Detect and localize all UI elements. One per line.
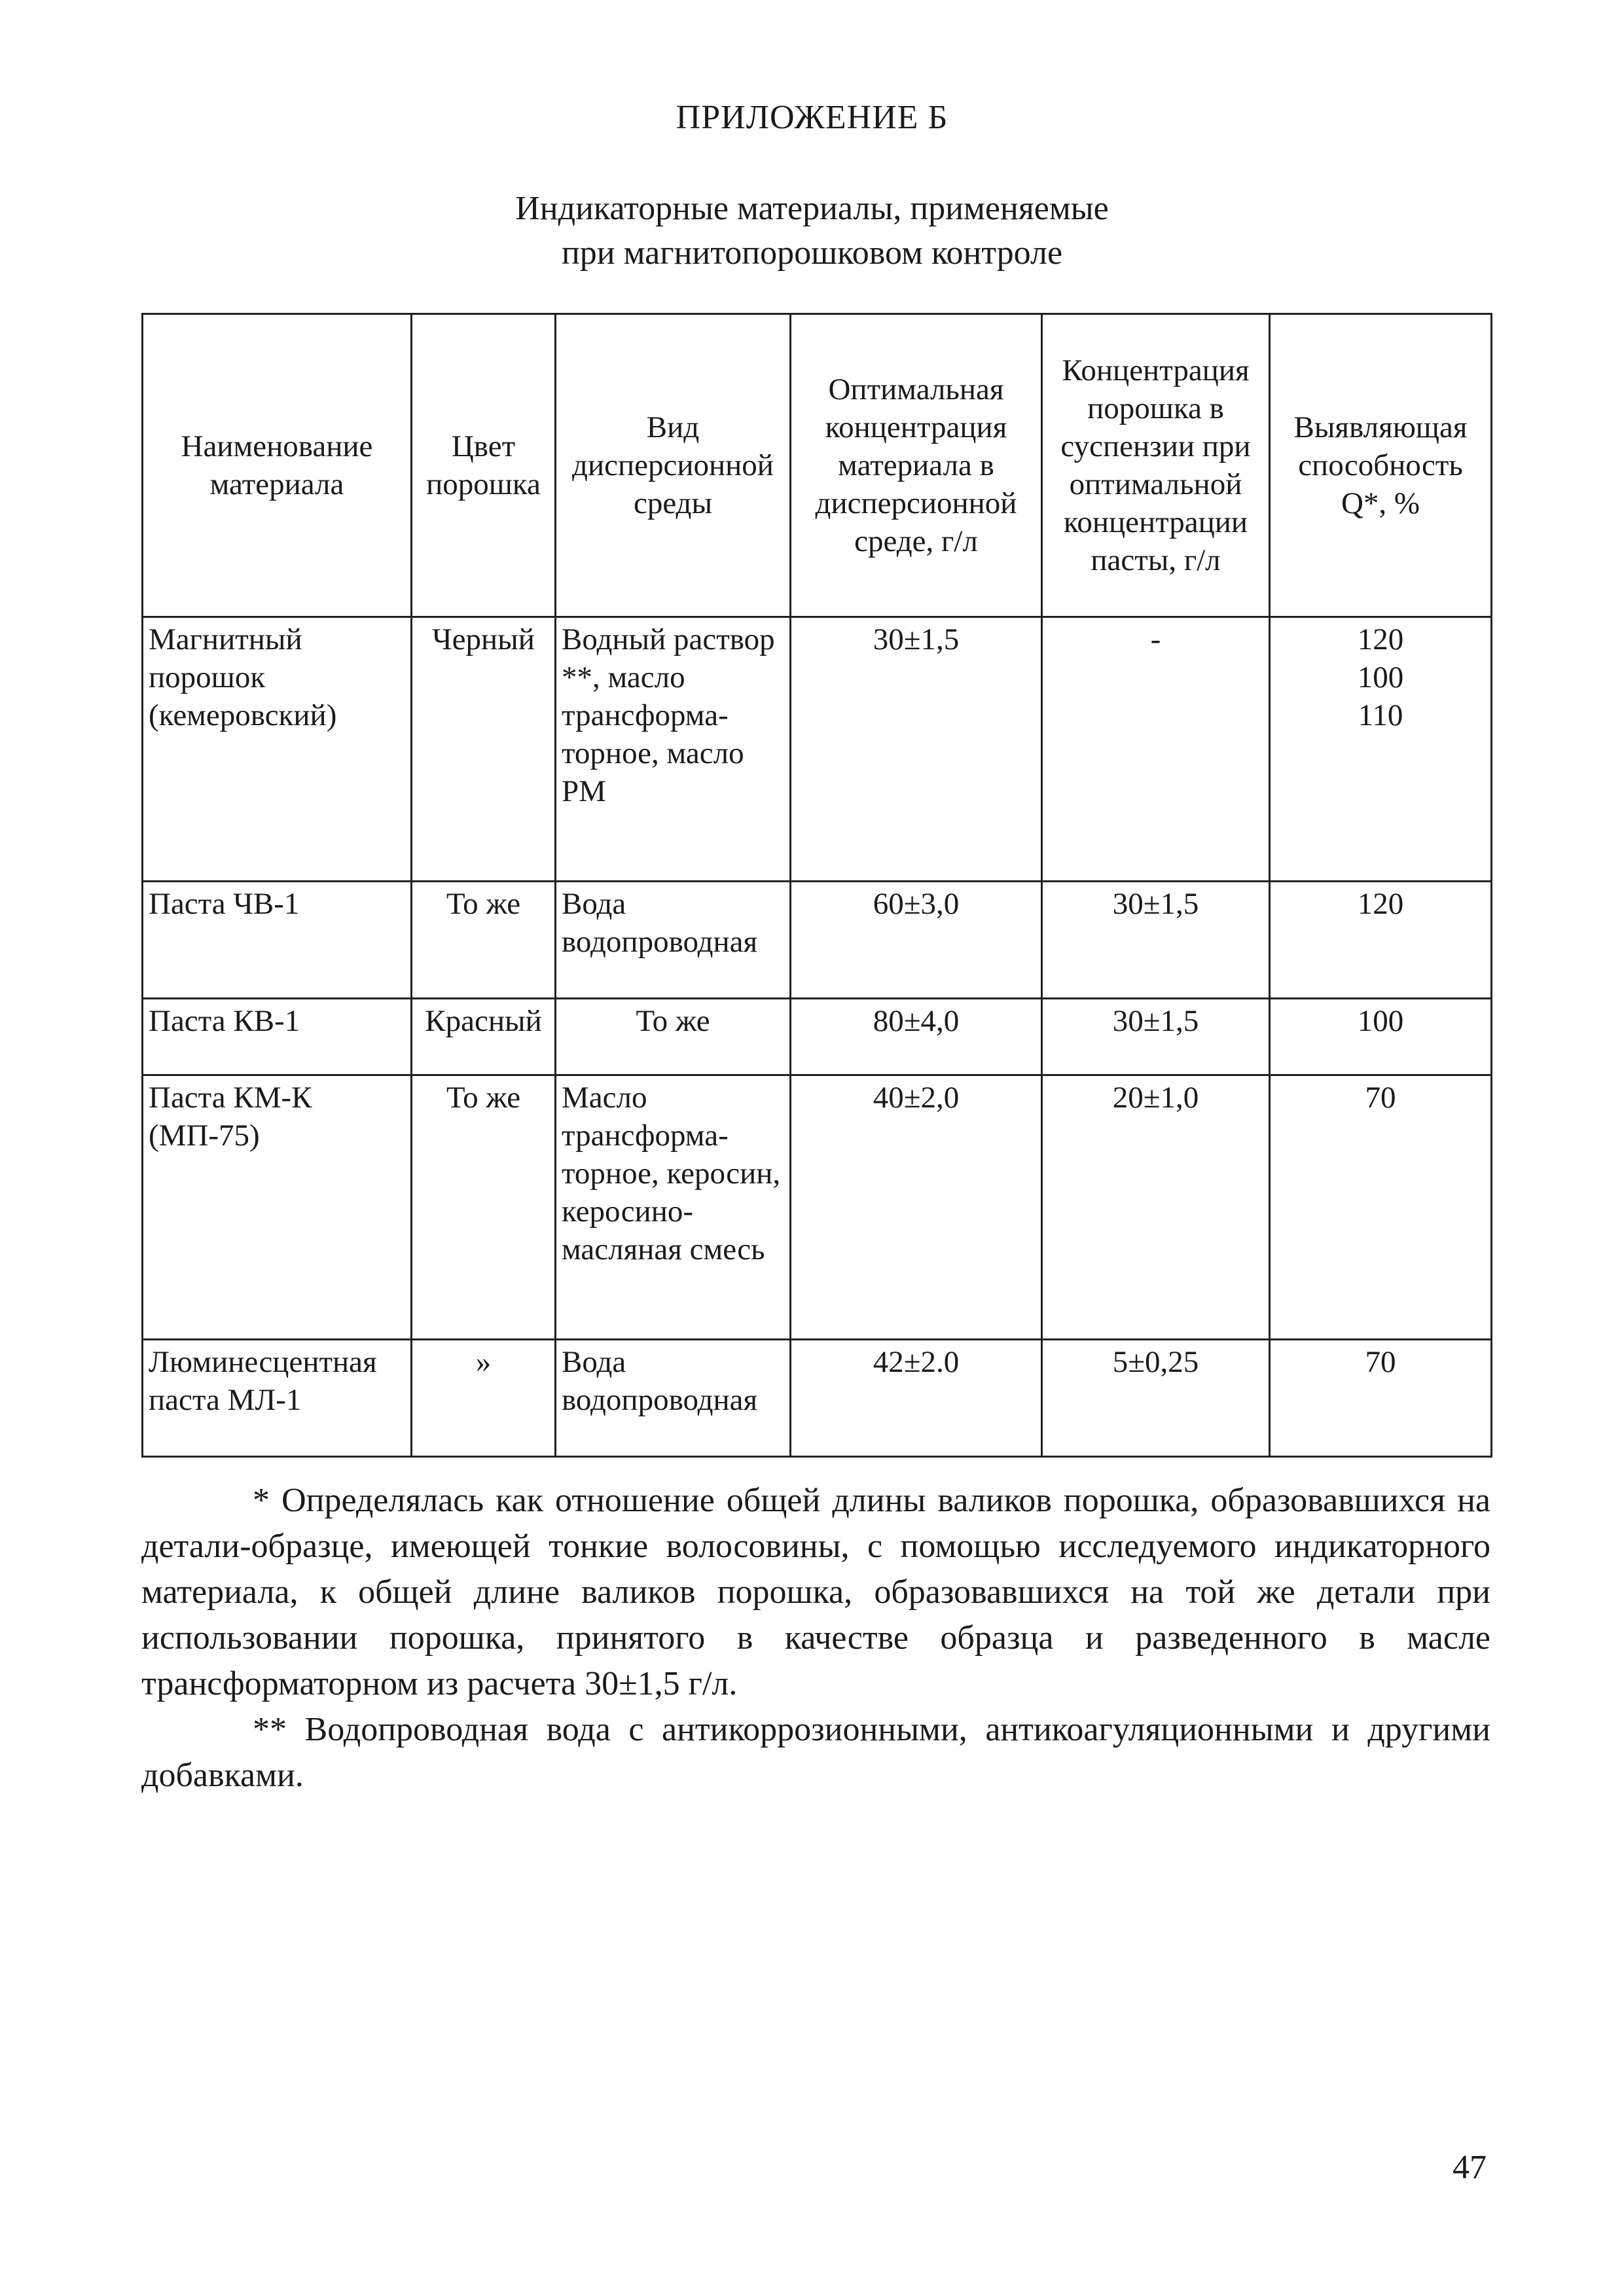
header-powder-color: Цвет порошка bbox=[412, 314, 556, 617]
table-row bbox=[143, 1075, 1492, 1340]
table-row bbox=[143, 617, 1492, 882]
cell-optimal: 42±2.0 bbox=[791, 1340, 1042, 1457]
cell-medium: Вода водопроводная bbox=[556, 882, 791, 999]
indicator-materials-table bbox=[141, 313, 1492, 1458]
caption-line-1: Индикаторные материалы, применяемые bbox=[515, 190, 1109, 227]
cell-color: » bbox=[412, 1340, 556, 1457]
header-optimal-concentration: Оптимальная концентрация материала в дисперсионной среде, г/л bbox=[791, 314, 1042, 617]
cell-name: Паста ЧВ-1 bbox=[143, 882, 412, 999]
cell-concentration: 20±1,0 bbox=[1042, 1075, 1270, 1340]
cell-optimal: 30±1,5 bbox=[791, 617, 1042, 882]
cell-name: Магнитный порошок (кемеровский) bbox=[143, 617, 412, 882]
cell-color: Черный bbox=[412, 617, 556, 882]
cell-color: То же bbox=[412, 882, 556, 999]
table-caption bbox=[0, 187, 1624, 276]
cell-detect: 120 100 110 bbox=[1270, 617, 1492, 882]
table-row bbox=[143, 1340, 1492, 1457]
cell-concentration: 5±0,25 bbox=[1042, 1340, 1270, 1457]
caption-line-2: при магнитопорошковом контроле bbox=[561, 234, 1063, 272]
page-number: 47 bbox=[1453, 2149, 1487, 2186]
cell-detect: 70 bbox=[1270, 1340, 1492, 1457]
cell-detect: 70 bbox=[1270, 1075, 1492, 1340]
cell-optimal: 40±2,0 bbox=[791, 1075, 1042, 1340]
header-material-name: Наименование материала bbox=[143, 314, 412, 617]
table-row bbox=[143, 882, 1492, 999]
cell-name: Паста КВ-1 bbox=[143, 999, 412, 1075]
header-detection-ability: Выявляющая способность Q*, % bbox=[1270, 314, 1492, 617]
cell-concentration: 30±1,5 bbox=[1042, 999, 1270, 1075]
cell-optimal: 60±3,0 bbox=[791, 882, 1042, 999]
header-dispersion-medium: Вид дисперсионной среды bbox=[556, 314, 791, 617]
cell-detect: 120 bbox=[1270, 882, 1492, 999]
table-header-row bbox=[143, 314, 1492, 617]
cell-concentration: - bbox=[1042, 617, 1270, 882]
table-row bbox=[143, 999, 1492, 1075]
cell-detect: 100 bbox=[1270, 999, 1492, 1075]
appendix-title: ПРИЛОЖЕНИЕ Б bbox=[676, 99, 948, 136]
footnote-1: * Определялась как отношение общей длины валиков порошка, образовавшихся на детали-образце, имеющей тонкие волосовины, с помощью исследуемого индикаторного материала, к общей длине валиков порошка, образовавшихся на той же детали при использовании порошка, принятого в качестве образца и разведенного в масле трансформаторном из расчета 30±1,5 г/л. bbox=[141, 1482, 1490, 1702]
footnote-2: ** Водопроводная вода с антикоррозионными, антикоагуляционными и другими добавками. bbox=[141, 1711, 1490, 1794]
cell-concentration: 30±1,5 bbox=[1042, 882, 1270, 999]
cell-medium: Вода водопроводная bbox=[556, 1340, 791, 1457]
cell-name: Люминесцентная паста МЛ-1 bbox=[143, 1340, 412, 1457]
header-suspension-concentration: Концентрация порошка в суспензии при оптимальной концентрации пасты, г/л bbox=[1042, 314, 1270, 617]
footnotes bbox=[141, 1478, 1490, 1799]
cell-medium: То же bbox=[556, 999, 791, 1075]
cell-optimal: 80±4,0 bbox=[791, 999, 1042, 1075]
cell-medium: Масло трансформа-торное, керосин, керосино-масляная смесь bbox=[556, 1075, 791, 1340]
cell-color: То же bbox=[412, 1075, 556, 1340]
cell-color: Красный bbox=[412, 999, 556, 1075]
cell-medium: Водный раствор **, масло трансформа-торное, масло РМ bbox=[556, 617, 791, 882]
cell-name: Паста КМ-К (МП-75) bbox=[143, 1075, 412, 1340]
